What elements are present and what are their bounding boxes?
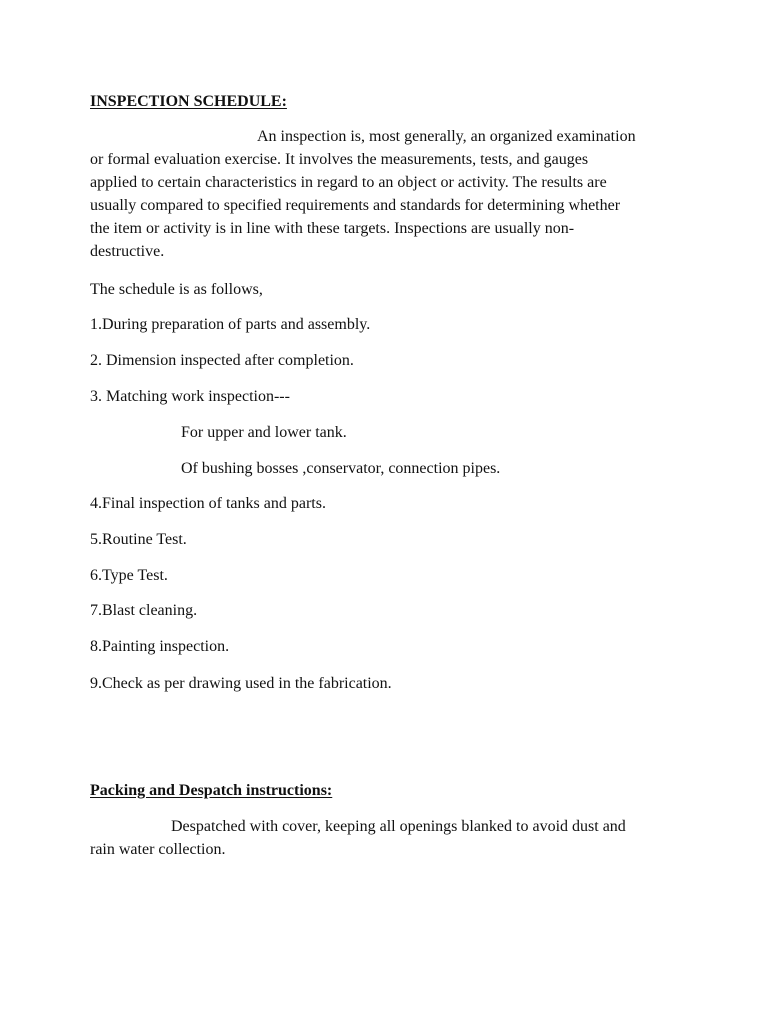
inspection-paragraph-line-4: usually compared to specified requirements and standards for determining whether: [90, 197, 621, 214]
schedule-item-7: 7.Blast cleaning.: [90, 602, 198, 619]
schedule-item-3: 3. Matching work inspection---: [90, 388, 290, 405]
inspection-paragraph-line-6: destructive.: [90, 243, 165, 260]
packing-line-1: Despatched with cover, keeping all openings blanked to avoid dust and: [171, 818, 626, 835]
schedule-item-9: 9.Check as per drawing used in the fabrication.: [90, 675, 392, 692]
schedule-intro: The schedule is as follows,: [90, 281, 263, 298]
schedule-item-1: 1.During preparation of parts and assembly.: [90, 316, 371, 333]
inspection-paragraph-line-1: An inspection is, most generally, an organized examination: [257, 128, 636, 145]
inspection-paragraph-line-5: the item or activity is in line with these targets. Inspections are usually non-: [90, 220, 575, 237]
packing-line-2: rain water collection.: [90, 841, 226, 858]
schedule-subitem-1: For upper and lower tank.: [181, 424, 347, 441]
schedule-item-6: 6.Type Test.: [90, 567, 168, 584]
schedule-item-2: 2. Dimension inspected after completion.: [90, 352, 354, 369]
inspection-paragraph-line-2: or formal evaluation exercise. It involves the measurements, tests, and gauges: [90, 151, 589, 168]
packing-despatch-heading: Packing and Despatch instructions:: [90, 782, 333, 799]
schedule-item-5: 5.Routine Test.: [90, 531, 187, 548]
inspection-paragraph-line-3: applied to certain characteristics in regard to an object or activity. The results are: [90, 174, 607, 191]
schedule-item-4: 4.Final inspection of tanks and parts.: [90, 495, 326, 512]
schedule-subitem-2: Of bushing bosses ,conservator, connection pipes.: [181, 460, 501, 477]
inspection-schedule-heading: INSPECTION SCHEDULE:: [90, 93, 287, 110]
schedule-item-8: 8.Painting inspection.: [90, 638, 230, 655]
